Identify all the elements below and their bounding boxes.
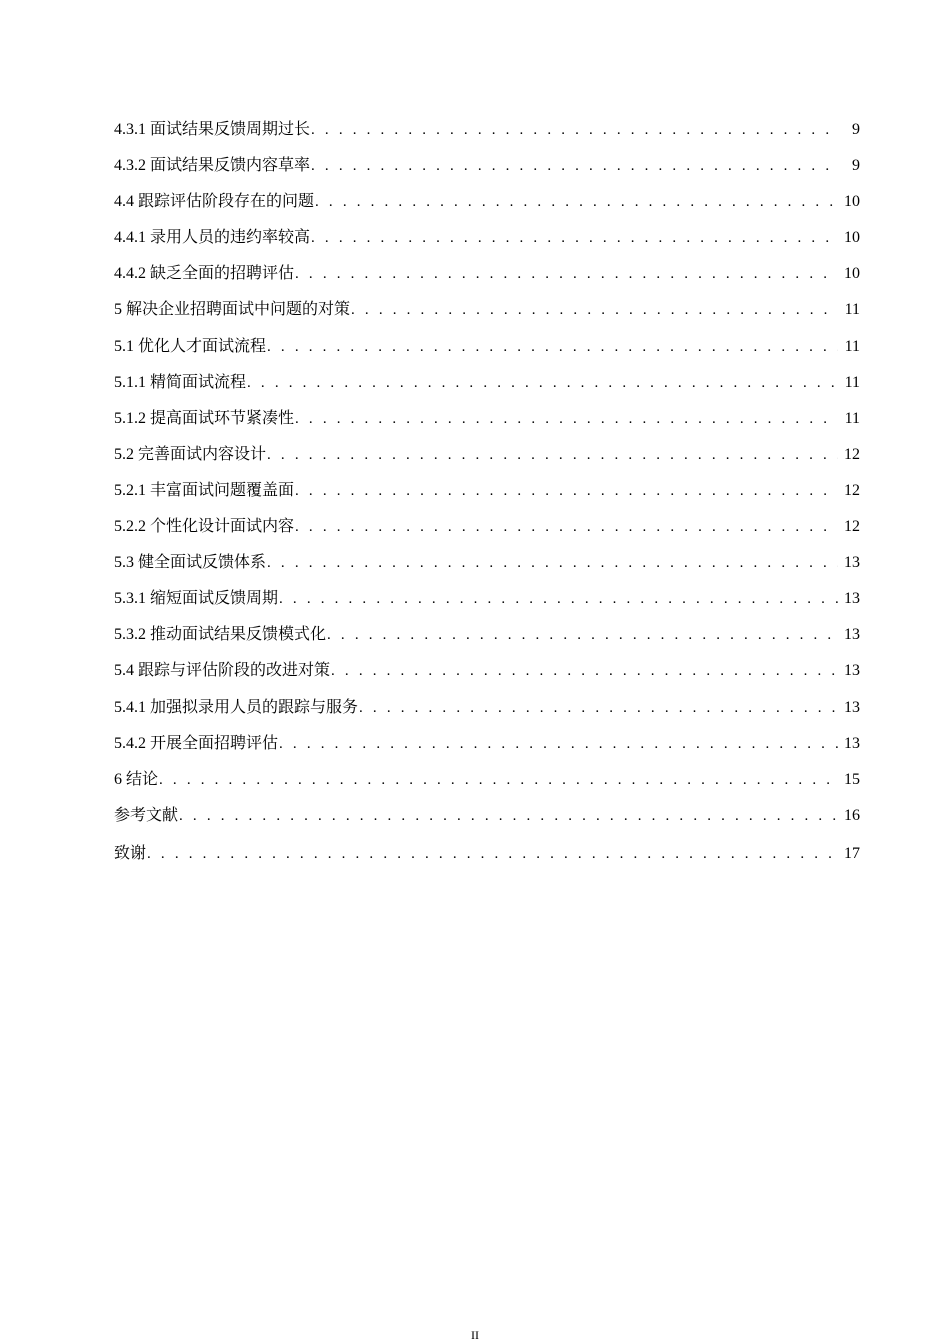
toc-entry-title: 5.4.2 开展全面招聘评估: [114, 734, 279, 752]
toc-entry-6[interactable]: [114, 768, 860, 804]
toc-entry-5-2[interactable]: [114, 443, 860, 479]
toc-entry-page: 11: [844, 373, 860, 391]
toc-entry-title: 4.3.1 面试结果反馈周期过长: [114, 121, 311, 138]
table-of-contents: [114, 118, 860, 878]
toc-entry-title: 4.4 跟踪评估阶段存在的问题: [114, 193, 315, 211]
toc-entry-title: 4.4.1 录用人员的违约率较高: [114, 229, 311, 247]
toc-entry-5-1-1[interactable]: [114, 371, 860, 407]
toc-entry-5-4-2[interactable]: [114, 732, 860, 768]
toc-entry-title: 5.2.1 丰富面试问题覆盖面: [114, 481, 295, 499]
toc-entry-page: 11: [844, 301, 860, 319]
toc-entry-page: 13: [844, 734, 860, 752]
toc-entry-page: 10: [844, 193, 860, 211]
toc-dot-leader: [295, 515, 838, 539]
toc-entry-title: 5.1.1 精简面试流程: [114, 373, 247, 391]
toc-entry-5-3-1[interactable]: [114, 587, 860, 623]
toc-entry-4-4-2[interactable]: [114, 262, 860, 298]
toc-dot-leader: [147, 842, 838, 866]
toc-dot-leader: [267, 335, 838, 359]
toc-dot-leader: [295, 262, 838, 286]
toc-entry-title: 4.3.2 面试结果反馈内容草率: [114, 157, 311, 175]
toc-dot-leader: [331, 659, 838, 683]
toc-entry-page: 17: [844, 844, 860, 862]
toc-entry-page: 9: [852, 121, 860, 138]
toc-entry-page: 12: [844, 481, 860, 499]
toc-dot-leader: [295, 407, 838, 431]
toc-entry-title: 5.1 优化人才面试流程: [114, 337, 267, 355]
toc-entry-title: 5.3 健全面试反馈体系: [114, 554, 267, 572]
toc-entry-page: 15: [844, 770, 860, 788]
toc-dot-leader: [315, 190, 838, 214]
toc-dot-leader: [279, 587, 838, 611]
toc-entry-page: 13: [844, 590, 860, 608]
toc-entry-page: 11: [844, 337, 860, 355]
toc-entry-5-4-1[interactable]: [114, 696, 860, 732]
toc-entry-5-2-1[interactable]: [114, 479, 860, 515]
toc-entry-page: 9: [852, 157, 860, 175]
toc-entry-title: 5.2 完善面试内容设计: [114, 445, 267, 463]
toc-dot-leader: [327, 623, 838, 647]
toc-dot-leader: [159, 768, 838, 792]
toc-entry-page: 13: [844, 662, 860, 680]
toc-dot-leader: [311, 154, 838, 178]
toc-dot-leader: [351, 298, 838, 322]
toc-entry-title: 5.4 跟踪与评估阶段的改进对策: [114, 662, 331, 680]
toc-entry-5-1[interactable]: [114, 335, 860, 371]
toc-entry-title: 5.4.1 加强拟录用人员的跟踪与服务: [114, 698, 359, 716]
toc-entry-4-4-1[interactable]: [114, 226, 860, 262]
toc-dot-leader: [247, 371, 838, 395]
toc-entry-5-4[interactable]: [114, 659, 860, 695]
toc-entry-title: 致谢: [114, 844, 147, 862]
toc-entry-page: 10: [844, 265, 860, 283]
toc-entry-5-3[interactable]: [114, 551, 860, 587]
toc-dot-leader: [267, 551, 838, 575]
toc-entry-5[interactable]: [114, 298, 860, 334]
toc-entry-page: 12: [844, 445, 860, 463]
toc-entry-page: 10: [844, 229, 860, 247]
toc-entry-page: 13: [844, 554, 860, 572]
toc-dot-leader: [267, 443, 838, 467]
toc-entry-title: 5.3.1 缩短面试反馈周期: [114, 590, 279, 608]
toc-dot-leader: [179, 804, 838, 828]
toc-entry-4-3-2[interactable]: [114, 154, 860, 190]
toc-entry-page: 13: [844, 626, 860, 644]
toc-entry-4-3-1[interactable]: [114, 118, 860, 154]
toc-entry-5-2-2[interactable]: [114, 515, 860, 551]
toc-entry-4-4[interactable]: [114, 190, 860, 226]
toc-entry-title: 6 结论: [114, 770, 159, 788]
toc-dot-leader: [279, 732, 838, 756]
toc-entry-references[interactable]: [114, 804, 860, 840]
toc-entry-title: 5.1.2 提高面试环节紧凑性: [114, 409, 295, 427]
toc-dot-leader: [359, 696, 838, 720]
toc-dot-leader: [295, 479, 838, 503]
toc-entry-page: 12: [844, 518, 860, 536]
toc-entry-title: 5 解决企业招聘面试中问题的对策: [114, 301, 351, 319]
toc-entry-page: 13: [844, 698, 860, 716]
toc-entry-5-3-2[interactable]: [114, 623, 860, 659]
toc-entry-title: 5.3.2 推动面试结果反馈模式化: [114, 626, 327, 644]
toc-entry-page: 11: [844, 409, 860, 427]
toc-entry-5-1-2[interactable]: [114, 407, 860, 443]
toc-dot-leader: [311, 226, 838, 250]
toc-entry-title: 4.4.2 缺乏全面的招聘评估: [114, 265, 295, 283]
toc-entry-page: 16: [844, 806, 860, 824]
toc-entry-title: 参考文献: [114, 806, 179, 824]
toc-entry-acknowledgements[interactable]: [114, 842, 860, 878]
page-number: II: [471, 1328, 479, 1342]
toc-dot-leader: [311, 118, 838, 142]
toc-entry-title: 5.2.2 个性化设计面试内容: [114, 518, 295, 536]
